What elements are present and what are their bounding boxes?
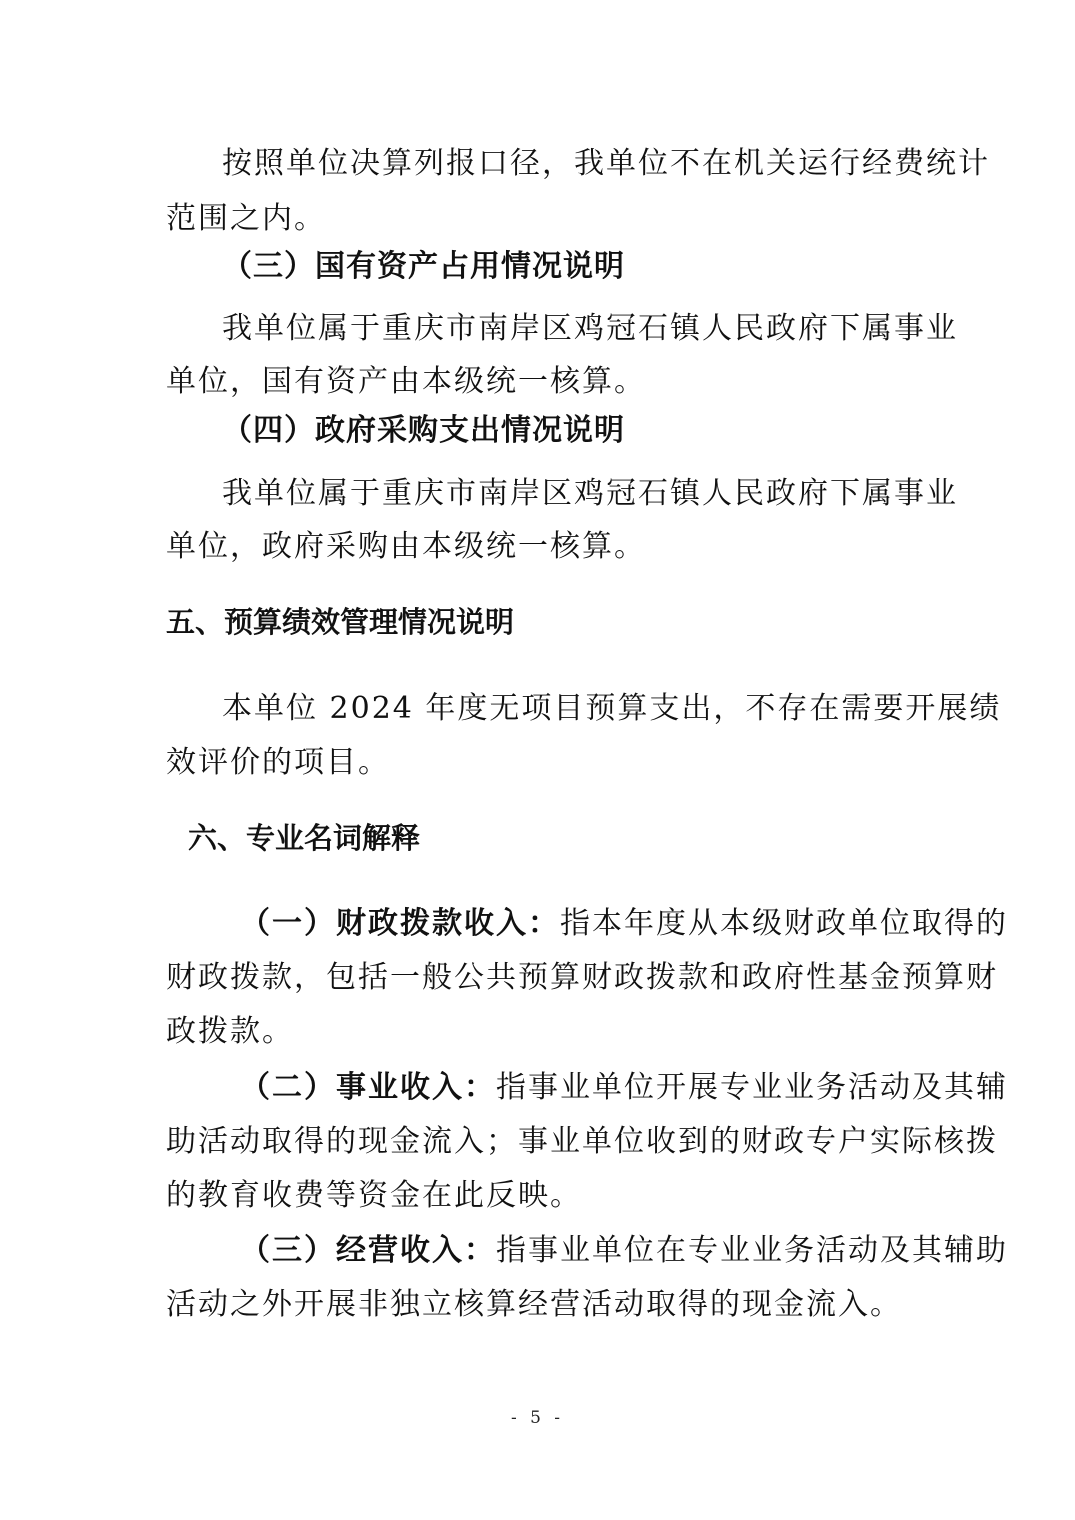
paragraph-line: 效评价的项目。 bbox=[166, 745, 390, 780]
definition-text: 指事业单位在专业业务活动及其辅助 bbox=[496, 1233, 1008, 1268]
paragraph-line: 我单位属于重庆市南岸区鸡冠石镇人民政府下属事业 bbox=[222, 311, 958, 346]
paragraph-line: 范围之内。 bbox=[166, 201, 326, 236]
definition-line: 政拨款。 bbox=[166, 1014, 294, 1049]
definition-line bbox=[240, 903, 1008, 945]
definition-line: 助活动取得的现金流入；事业单位收到的财政专户实际核拨 bbox=[166, 1124, 998, 1159]
definition-line: 财政拨款，包括一般公共预算财政拨款和政府性基金预算财 bbox=[166, 960, 998, 995]
definition-line bbox=[240, 1230, 1008, 1272]
definition-line: 活动之外开展非独立核算经营活动取得的现金流入。 bbox=[166, 1287, 902, 1322]
definition-term: （三）经营收入： bbox=[240, 1233, 496, 1268]
subsection-heading: （三）国有资产占用情况说明 bbox=[222, 249, 625, 284]
definition-line: 的教育收费等资金在此反映。 bbox=[166, 1178, 582, 1213]
definition-text: 指本年度从本级财政单位取得的 bbox=[560, 906, 1008, 941]
section-heading: 六、专业名词解释 bbox=[188, 821, 421, 855]
paragraph-line: 我单位属于重庆市南岸区鸡冠石镇人民政府下属事业 bbox=[222, 476, 958, 511]
paragraph-line: 本单位 2024 年度无项目预算支出，不存在需要开展绩 bbox=[222, 691, 1002, 726]
paragraph-line: 单位，政府采购由本级统一核算。 bbox=[166, 529, 646, 564]
definition-term: （一）财政拨款收入： bbox=[240, 906, 560, 941]
paragraph-line: 按照单位决算列报口径，我单位不在机关运行经费统计 bbox=[222, 146, 990, 181]
paragraph-line: 单位，国有资产由本级统一核算。 bbox=[166, 364, 646, 399]
definition-line bbox=[240, 1067, 1008, 1109]
subsection-heading: （四）政府采购支出情况说明 bbox=[222, 413, 625, 448]
definition-term: （二）事业收入： bbox=[240, 1070, 496, 1105]
section-heading: 五、预算绩效管理情况说明 bbox=[166, 605, 515, 639]
page-number: - 5 - bbox=[510, 1408, 565, 1428]
definition-text: 指事业单位开展专业业务活动及其辅 bbox=[496, 1070, 1008, 1105]
